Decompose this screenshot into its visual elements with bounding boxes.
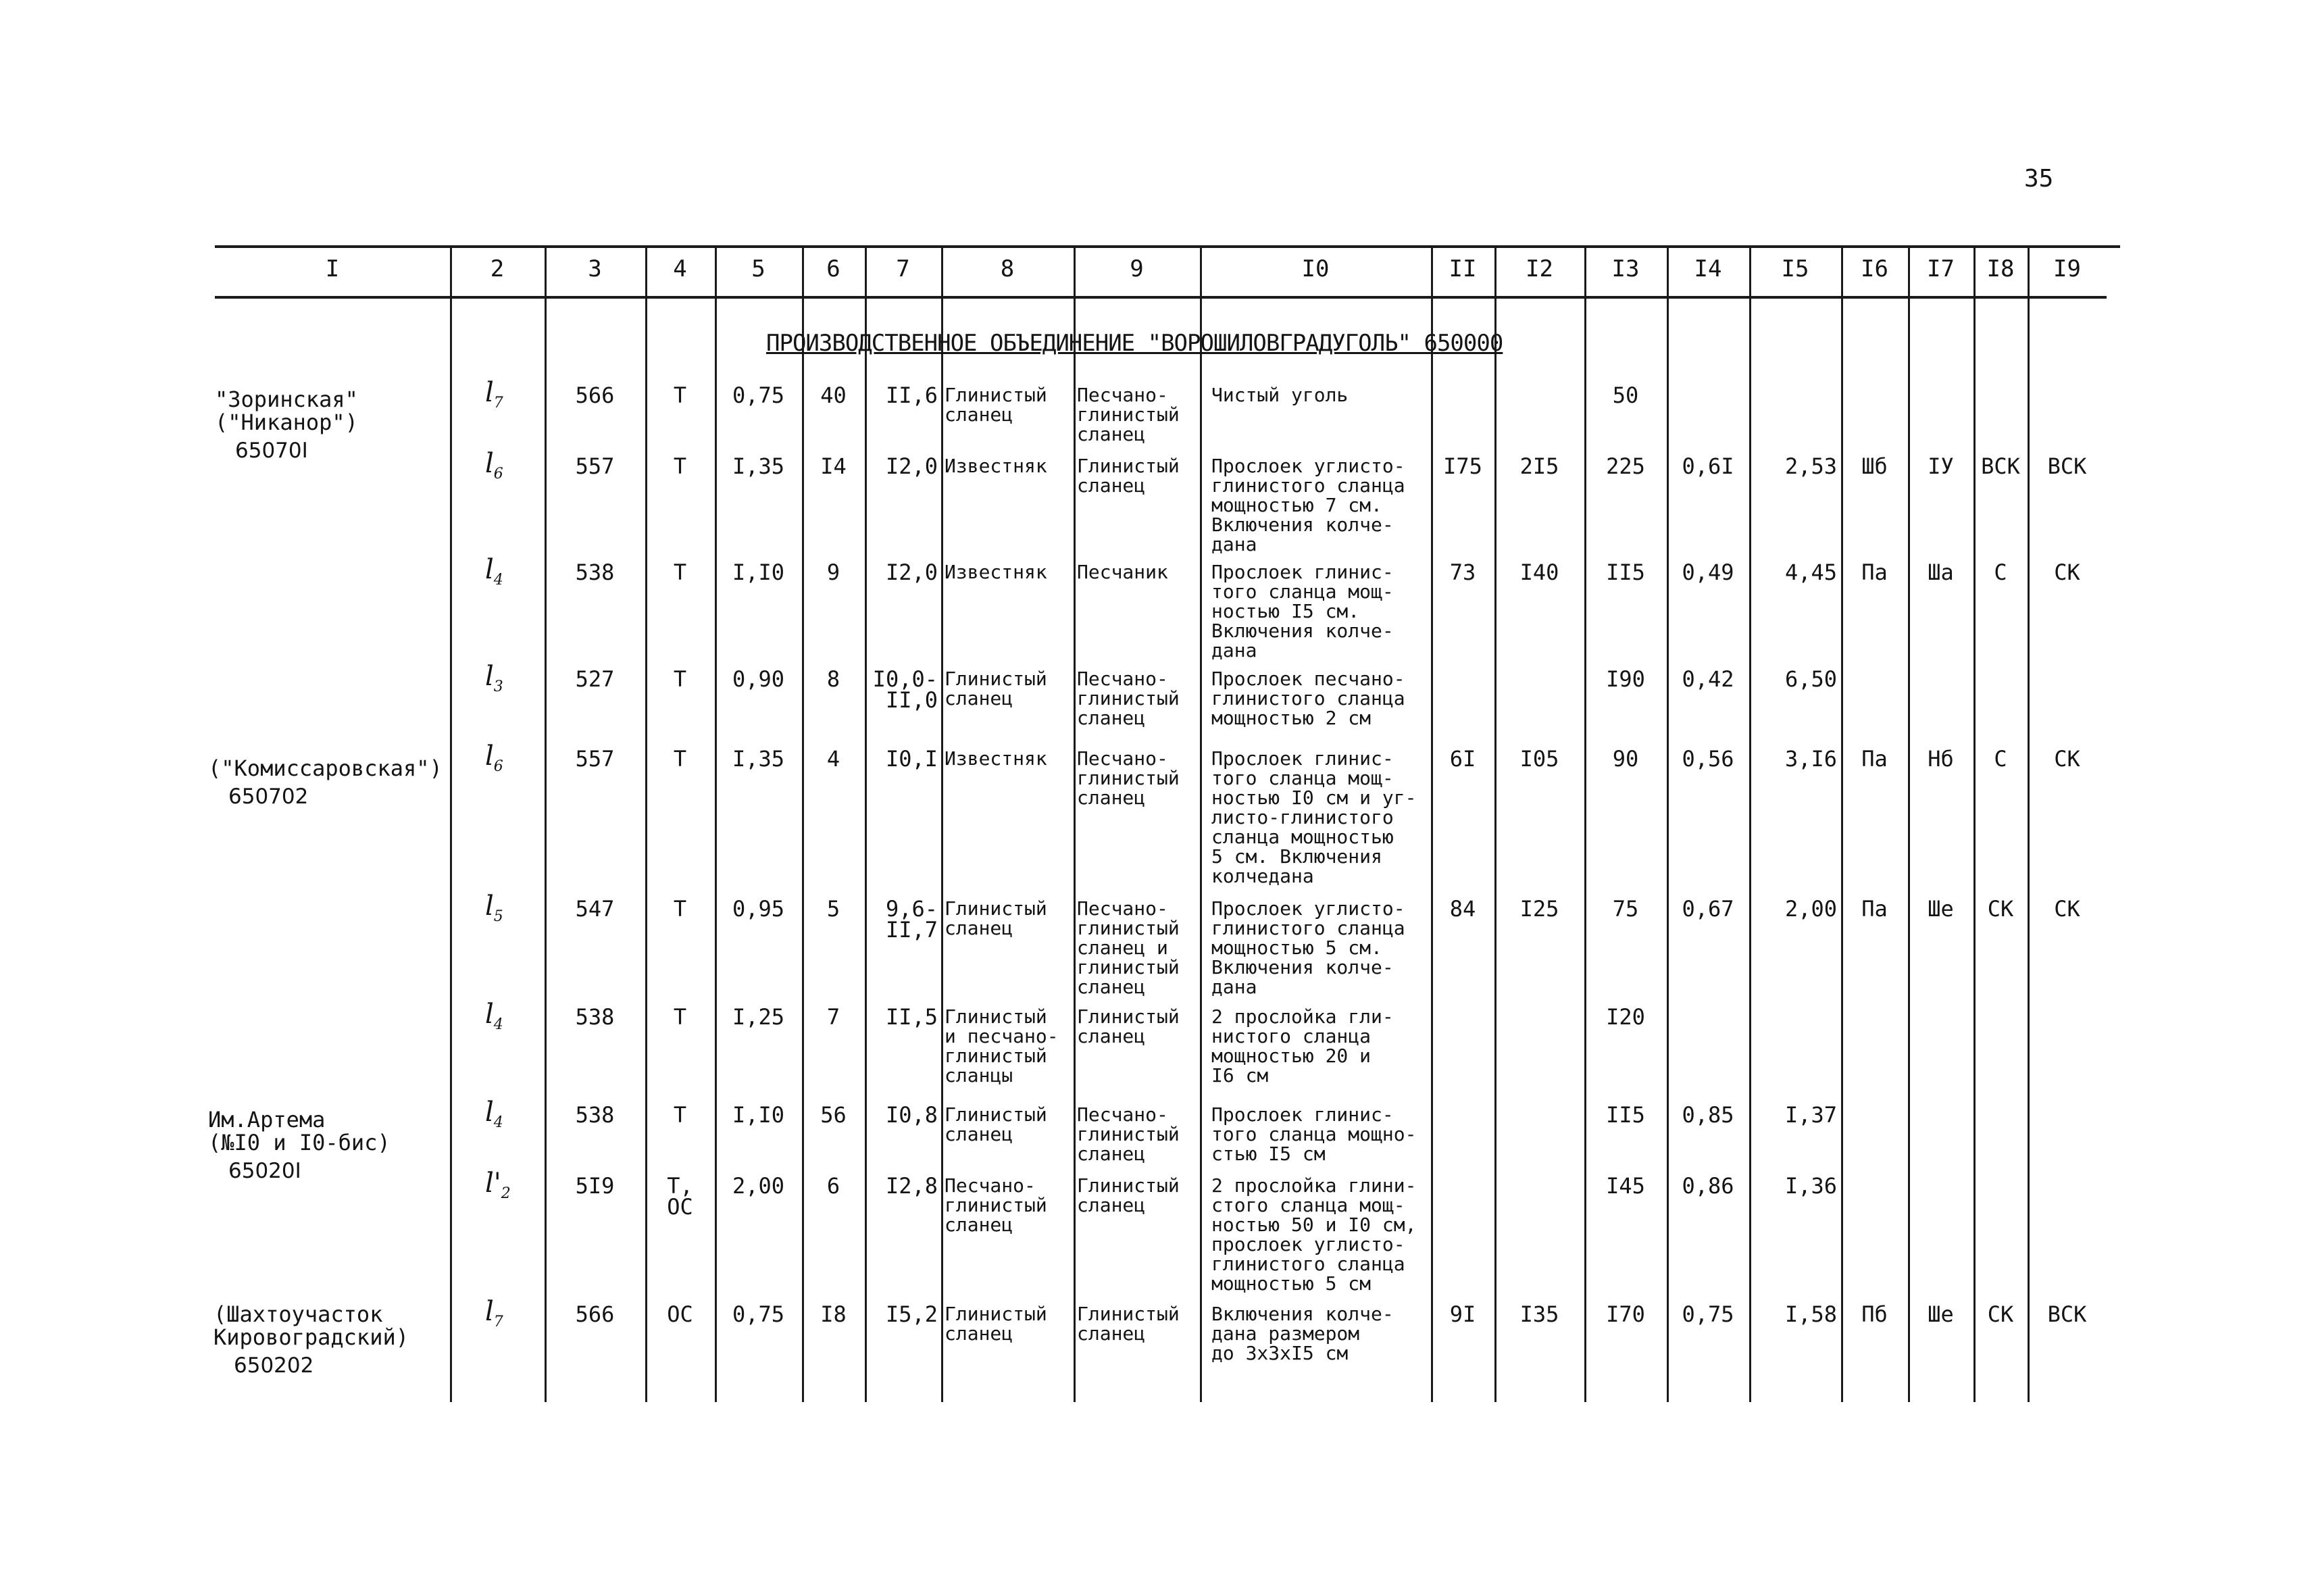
cell-floor: Глинистый сланец: [1077, 1005, 1180, 1047]
cell-ash: I2,0: [885, 453, 938, 479]
cell-depth: 538: [575, 1102, 615, 1128]
cell-angle: 40: [820, 382, 847, 408]
column-header: II: [1449, 255, 1477, 282]
cell-col13: 90: [1612, 746, 1639, 772]
cell-depth: 538: [575, 1004, 615, 1030]
seam-symbol: [485, 554, 503, 591]
cell-floor: Песчано- глинистый сланец: [1077, 384, 1180, 445]
seam-letter: l: [485, 554, 494, 585]
cell-col16: Пб: [1861, 1301, 1888, 1327]
cell-notes: 2 прослойка гли- нистого сланца мощностью 20 и I6 см: [1211, 1005, 1394, 1087]
cell-notes: Прослоек углисто- глинистого сланца мощностью 5 см. Включения колче- дана: [1211, 897, 1405, 998]
column-header: 5: [751, 255, 765, 282]
cell-col11: I75: [1443, 453, 1482, 479]
cell-col12: 2I5: [1519, 453, 1559, 479]
cell-col12: I25: [1519, 896, 1559, 922]
seam-index: 6: [493, 466, 503, 482]
cell-depth: 566: [575, 382, 615, 408]
cell-col14: 0,75: [1682, 1301, 1734, 1327]
seam-index: 2: [501, 1185, 511, 1202]
cell-col11: 9I: [1449, 1301, 1476, 1327]
cell-col19: СК: [2054, 559, 2080, 585]
seam-index: 6: [493, 758, 503, 775]
cell-col15: I,36: [1784, 1173, 1837, 1199]
cell-col15: I,37: [1784, 1102, 1837, 1128]
cell-notes: Прослоек глинис- того сланца мощ- ностью I0 см и уг- листо-глинистого сланца мощностью 5 см. Включения колчедана: [1211, 747, 1417, 887]
cell-ash: I0,8: [885, 1102, 938, 1128]
column-header: I8: [1986, 255, 2015, 282]
seam-letter: l: [485, 661, 494, 692]
column-rule: [545, 245, 547, 1402]
seam-symbol: [485, 741, 503, 777]
cell-depth: 557: [575, 746, 615, 772]
cell-floor: Песчаник: [1077, 561, 1168, 583]
seam-symbol: [485, 1296, 503, 1332]
column-header: I5: [1781, 255, 1809, 282]
cell-angle: 56: [820, 1102, 847, 1128]
cell-col18: СК: [1987, 1301, 2014, 1327]
seam-letter: l': [485, 1168, 501, 1199]
column-rule: [1908, 245, 1910, 1402]
cell-col13: I20: [1606, 1004, 1645, 1030]
column-header: 3: [588, 255, 602, 282]
cell-notes: Прослоек песчано- глинистого сланца мощностью 2 см: [1211, 668, 1405, 729]
cell-thickness: I,I0: [732, 1102, 785, 1128]
cell-col18: С: [1994, 746, 2007, 772]
cell-roof: Известняк: [945, 747, 1047, 770]
cell-col18: С: [1994, 559, 2007, 585]
seam-index: 7: [493, 1314, 503, 1330]
cell-depth: 557: [575, 453, 615, 479]
cell-col17: IУ: [1928, 453, 1954, 479]
cell-col11: 84: [1449, 896, 1476, 922]
cell-roof: Известняк: [945, 561, 1047, 583]
column-rule: [645, 245, 647, 1402]
cell-col12: I40: [1519, 559, 1559, 585]
cell-thickness: 2,00: [732, 1173, 785, 1199]
cell-angle: 9: [826, 559, 840, 585]
cell-floor: Глинистый сланец: [1077, 1174, 1180, 1216]
cell-ash: I5,2: [885, 1301, 938, 1327]
mine-name-zorinskaya: [215, 388, 358, 462]
cell-col14: 0,86: [1682, 1173, 1734, 1199]
seam-symbol: [485, 1097, 503, 1133]
mine-name-artema: [208, 1108, 391, 1182]
cell-ash: I2,8: [885, 1173, 938, 1199]
org-title: ПРОИЗВОДСТВЕННОЕ ОБЪЕДИНЕНИЕ "ВОРОШИЛОВГРАДУГОЛЬ" 650000: [766, 330, 1503, 357]
cell-thickness: I,35: [732, 453, 785, 479]
cell-thickness: I,35: [732, 746, 785, 772]
cell-col13: II5: [1606, 1102, 1645, 1128]
column-header: I0: [1301, 255, 1330, 282]
cell-col14: 0,6I: [1682, 453, 1734, 479]
seam-symbol: [485, 999, 503, 1035]
cell-angle: 5: [826, 896, 840, 922]
column-rule: [802, 245, 804, 1402]
cell-roof: Глинистый сланец: [945, 384, 1047, 426]
cell-col19: СК: [2054, 746, 2080, 772]
cell-col16: Па: [1861, 559, 1888, 585]
seam-letter: l: [485, 891, 494, 922]
cell-notes: Прослоек глинис- того сланца мощно- стью I5 см: [1211, 1103, 1417, 1165]
cell-depth: 527: [575, 666, 615, 692]
column-header: I7: [1927, 255, 1955, 282]
cell-ash: I0,0- II,0: [872, 666, 938, 713]
column-header: I4: [1694, 255, 1722, 282]
cell-angle: 8: [826, 666, 840, 692]
cell-coal-grade: Т: [673, 896, 687, 922]
cell-thickness: 0,95: [732, 896, 785, 922]
column-rule: [1074, 245, 1076, 1402]
cell-col14: 0,67: [1682, 896, 1734, 922]
cell-col17: Ша: [1928, 559, 1954, 585]
mine-name-komissarovskaya: [208, 757, 443, 808]
mine-name: ("Комиссаровская"): [208, 755, 443, 781]
cell-angle: 7: [826, 1004, 840, 1030]
mine-name: (Шахтоучасток Кировоградский): [213, 1301, 409, 1350]
cell-col13: 225: [1606, 453, 1645, 479]
cell-ash: I2,0: [885, 559, 938, 585]
column-rule: [1841, 245, 1843, 1402]
column-rule: [1973, 245, 1976, 1402]
seam-index: 4: [493, 572, 503, 589]
seam-symbol: [485, 448, 503, 484]
cell-coal-grade: ОС: [667, 1301, 693, 1327]
cell-col14: 0,42: [1682, 666, 1734, 692]
cell-roof: Известняк: [945, 455, 1047, 477]
column-rule: [1667, 245, 1669, 1402]
cell-depth: 566: [575, 1301, 615, 1327]
cell-coal-grade: Т: [673, 453, 687, 479]
cell-col15: 4,45: [1784, 559, 1837, 585]
cell-col14: 0,49: [1682, 559, 1734, 585]
cell-col16: Па: [1861, 896, 1888, 922]
header-top-rule: [215, 245, 2120, 248]
cell-depth: 547: [575, 896, 615, 922]
cell-notes: Включения колче- дана размером до 3х3хI5 см: [1211, 1303, 1394, 1364]
cell-thickness: I,I0: [732, 559, 785, 585]
column-rule: [1749, 245, 1751, 1402]
cell-col13: I90: [1606, 666, 1645, 692]
mine-code: 65020I: [228, 1159, 301, 1183]
mine-name: "Зоринская" ("Никанор"): [215, 386, 358, 435]
cell-ash: II,6: [885, 382, 938, 408]
cell-col17: Ше: [1928, 896, 1954, 922]
cell-coal-grade: Т: [673, 1102, 687, 1128]
cell-col13: I45: [1606, 1173, 1645, 1199]
cell-roof: Глинистый сланец: [945, 668, 1047, 709]
seam-letter: l: [485, 1296, 494, 1327]
cell-floor: Глинистый сланец: [1077, 1303, 1180, 1345]
seam-letter: l: [485, 741, 494, 772]
column-header: 2: [490, 255, 505, 282]
cell-col12: I05: [1519, 746, 1559, 772]
seam-index: 3: [493, 678, 503, 695]
seam-symbol: [485, 1168, 511, 1204]
cell-coal-grade: Т: [673, 746, 687, 772]
cell-depth: 538: [575, 559, 615, 585]
cell-roof: Глинистый сланец: [945, 1303, 1047, 1345]
cell-coal-grade: Т: [673, 1004, 687, 1030]
cell-roof: Глинистый сланец: [945, 1103, 1047, 1145]
column-header: I6: [1861, 255, 1888, 282]
column-header: 9: [1130, 255, 1144, 282]
column-rule: [1584, 245, 1586, 1402]
cell-col18: СК: [1987, 896, 2014, 922]
seam-index: 4: [493, 1114, 503, 1131]
cell-col18: ВСК: [1981, 453, 2020, 479]
cell-thickness: I,25: [732, 1004, 785, 1030]
seam-letter: l: [485, 448, 494, 479]
cell-ash: 9,6- II,7: [885, 896, 938, 943]
cell-col15: 3,I6: [1784, 746, 1837, 772]
seam-letter: l: [485, 377, 494, 408]
mine-name-kirovogradsky: [213, 1303, 409, 1377]
cell-floor: Песчано- глинистый сланец: [1077, 1103, 1180, 1165]
cell-coal-grade: Т: [673, 559, 687, 585]
cell-thickness: 0,75: [732, 1301, 785, 1327]
column-header: I3: [1611, 255, 1640, 282]
cell-notes: Прослоек глинис- того сланца мощ- ностью I5 см. Включения колче- дана: [1211, 561, 1394, 662]
cell-col13: 50: [1612, 382, 1639, 408]
cell-depth: 5I9: [575, 1173, 615, 1199]
cell-col15: 2,53: [1784, 453, 1837, 479]
cell-roof: Песчано- глинистый сланец: [945, 1174, 1047, 1236]
column-header: 7: [896, 255, 910, 282]
column-rule: [715, 245, 717, 1402]
mine-name: Им.Артема (№I0 и I0-бис): [208, 1107, 391, 1155]
cell-col15: 2,00: [1784, 896, 1837, 922]
cell-col15: I,58: [1784, 1301, 1837, 1327]
column-header: I9: [2053, 255, 2081, 282]
cell-roof: Глинистый сланец: [945, 897, 1047, 939]
cell-col14: 0,85: [1682, 1102, 1734, 1128]
column-header: I: [325, 255, 340, 282]
seam-letter: l: [485, 999, 494, 1030]
cell-roof: Глинистый и песчано- глинистый сланцы: [945, 1005, 1059, 1087]
seam-symbol: [485, 891, 503, 927]
page-number: 35: [2024, 165, 2054, 193]
cell-col19: ВСК: [2047, 1301, 2087, 1327]
cell-ash: II,5: [885, 1004, 938, 1030]
cell-floor: Глинистый сланец: [1077, 455, 1180, 497]
mine-code: 65070I: [235, 439, 308, 463]
cell-col16: Шб: [1861, 453, 1888, 479]
cell-coal-grade: Т: [673, 666, 687, 692]
seam-letter: l: [485, 1097, 494, 1128]
cell-angle: 6: [826, 1173, 840, 1199]
cell-floor: Песчано- глинистый сланец и глинистый сланец: [1077, 897, 1180, 998]
cell-notes: 2 прослойка глини- стого сланца мощ- ностью 50 и I0 см, прослоек углисто- глинистого сланца мощностью 5 см: [1211, 1174, 1417, 1295]
column-rule: [1200, 245, 1202, 1402]
column-header: 8: [1000, 255, 1015, 282]
seam-symbol: [485, 377, 503, 414]
column-rule: [1494, 245, 1496, 1402]
cell-angle: I8: [820, 1301, 847, 1327]
cell-angle: 4: [826, 746, 840, 772]
cell-col13: II5: [1606, 559, 1645, 585]
cell-col14: 0,56: [1682, 746, 1734, 772]
column-rule: [865, 245, 867, 1402]
cell-col16: Па: [1861, 746, 1888, 772]
column-header: 4: [673, 255, 687, 282]
cell-col13: I70: [1606, 1301, 1645, 1327]
cell-col11: 73: [1449, 559, 1476, 585]
cell-col11: 6I: [1449, 746, 1476, 772]
cell-coal-grade: Т: [673, 382, 687, 408]
cell-angle: I4: [820, 453, 847, 479]
cell-col19: СК: [2054, 896, 2080, 922]
cell-col19: ВСК: [2047, 453, 2087, 479]
seam-index: 7: [493, 395, 503, 412]
cell-notes: Чистый уголь: [1211, 384, 1349, 406]
column-rule: [941, 245, 943, 1402]
cell-col15: 6,50: [1784, 666, 1837, 692]
cell-coal-grade: Т, ОС: [667, 1173, 693, 1220]
header-bottom-rule: [215, 296, 2107, 299]
cell-col13: 75: [1612, 896, 1639, 922]
column-header: 6: [826, 255, 840, 282]
cell-ash: I0,I: [885, 746, 938, 772]
column-rule: [450, 245, 452, 1402]
column-rule: [2028, 245, 2030, 1402]
cell-col17: Нб: [1928, 746, 1954, 772]
column-header: I2: [1526, 255, 1553, 282]
seam-symbol: [485, 661, 503, 697]
cell-col12: I35: [1519, 1301, 1559, 1327]
cell-notes: Прослоек углисто- глинистого сланца мощностью 7 см. Включения колче- дана: [1211, 455, 1405, 555]
cell-thickness: 0,75: [732, 382, 785, 408]
column-rule: [1431, 245, 1433, 1402]
cell-floor: Песчано- глинистый сланец: [1077, 668, 1180, 729]
seam-index: 5: [493, 908, 503, 925]
mine-code: 650202: [234, 1353, 314, 1378]
cell-floor: Песчано- глинистый сланец: [1077, 747, 1180, 809]
cell-col17: Ше: [1928, 1301, 1954, 1327]
cell-thickness: 0,90: [732, 666, 785, 692]
mine-code: 650702: [228, 784, 309, 809]
seam-index: 4: [493, 1016, 503, 1033]
